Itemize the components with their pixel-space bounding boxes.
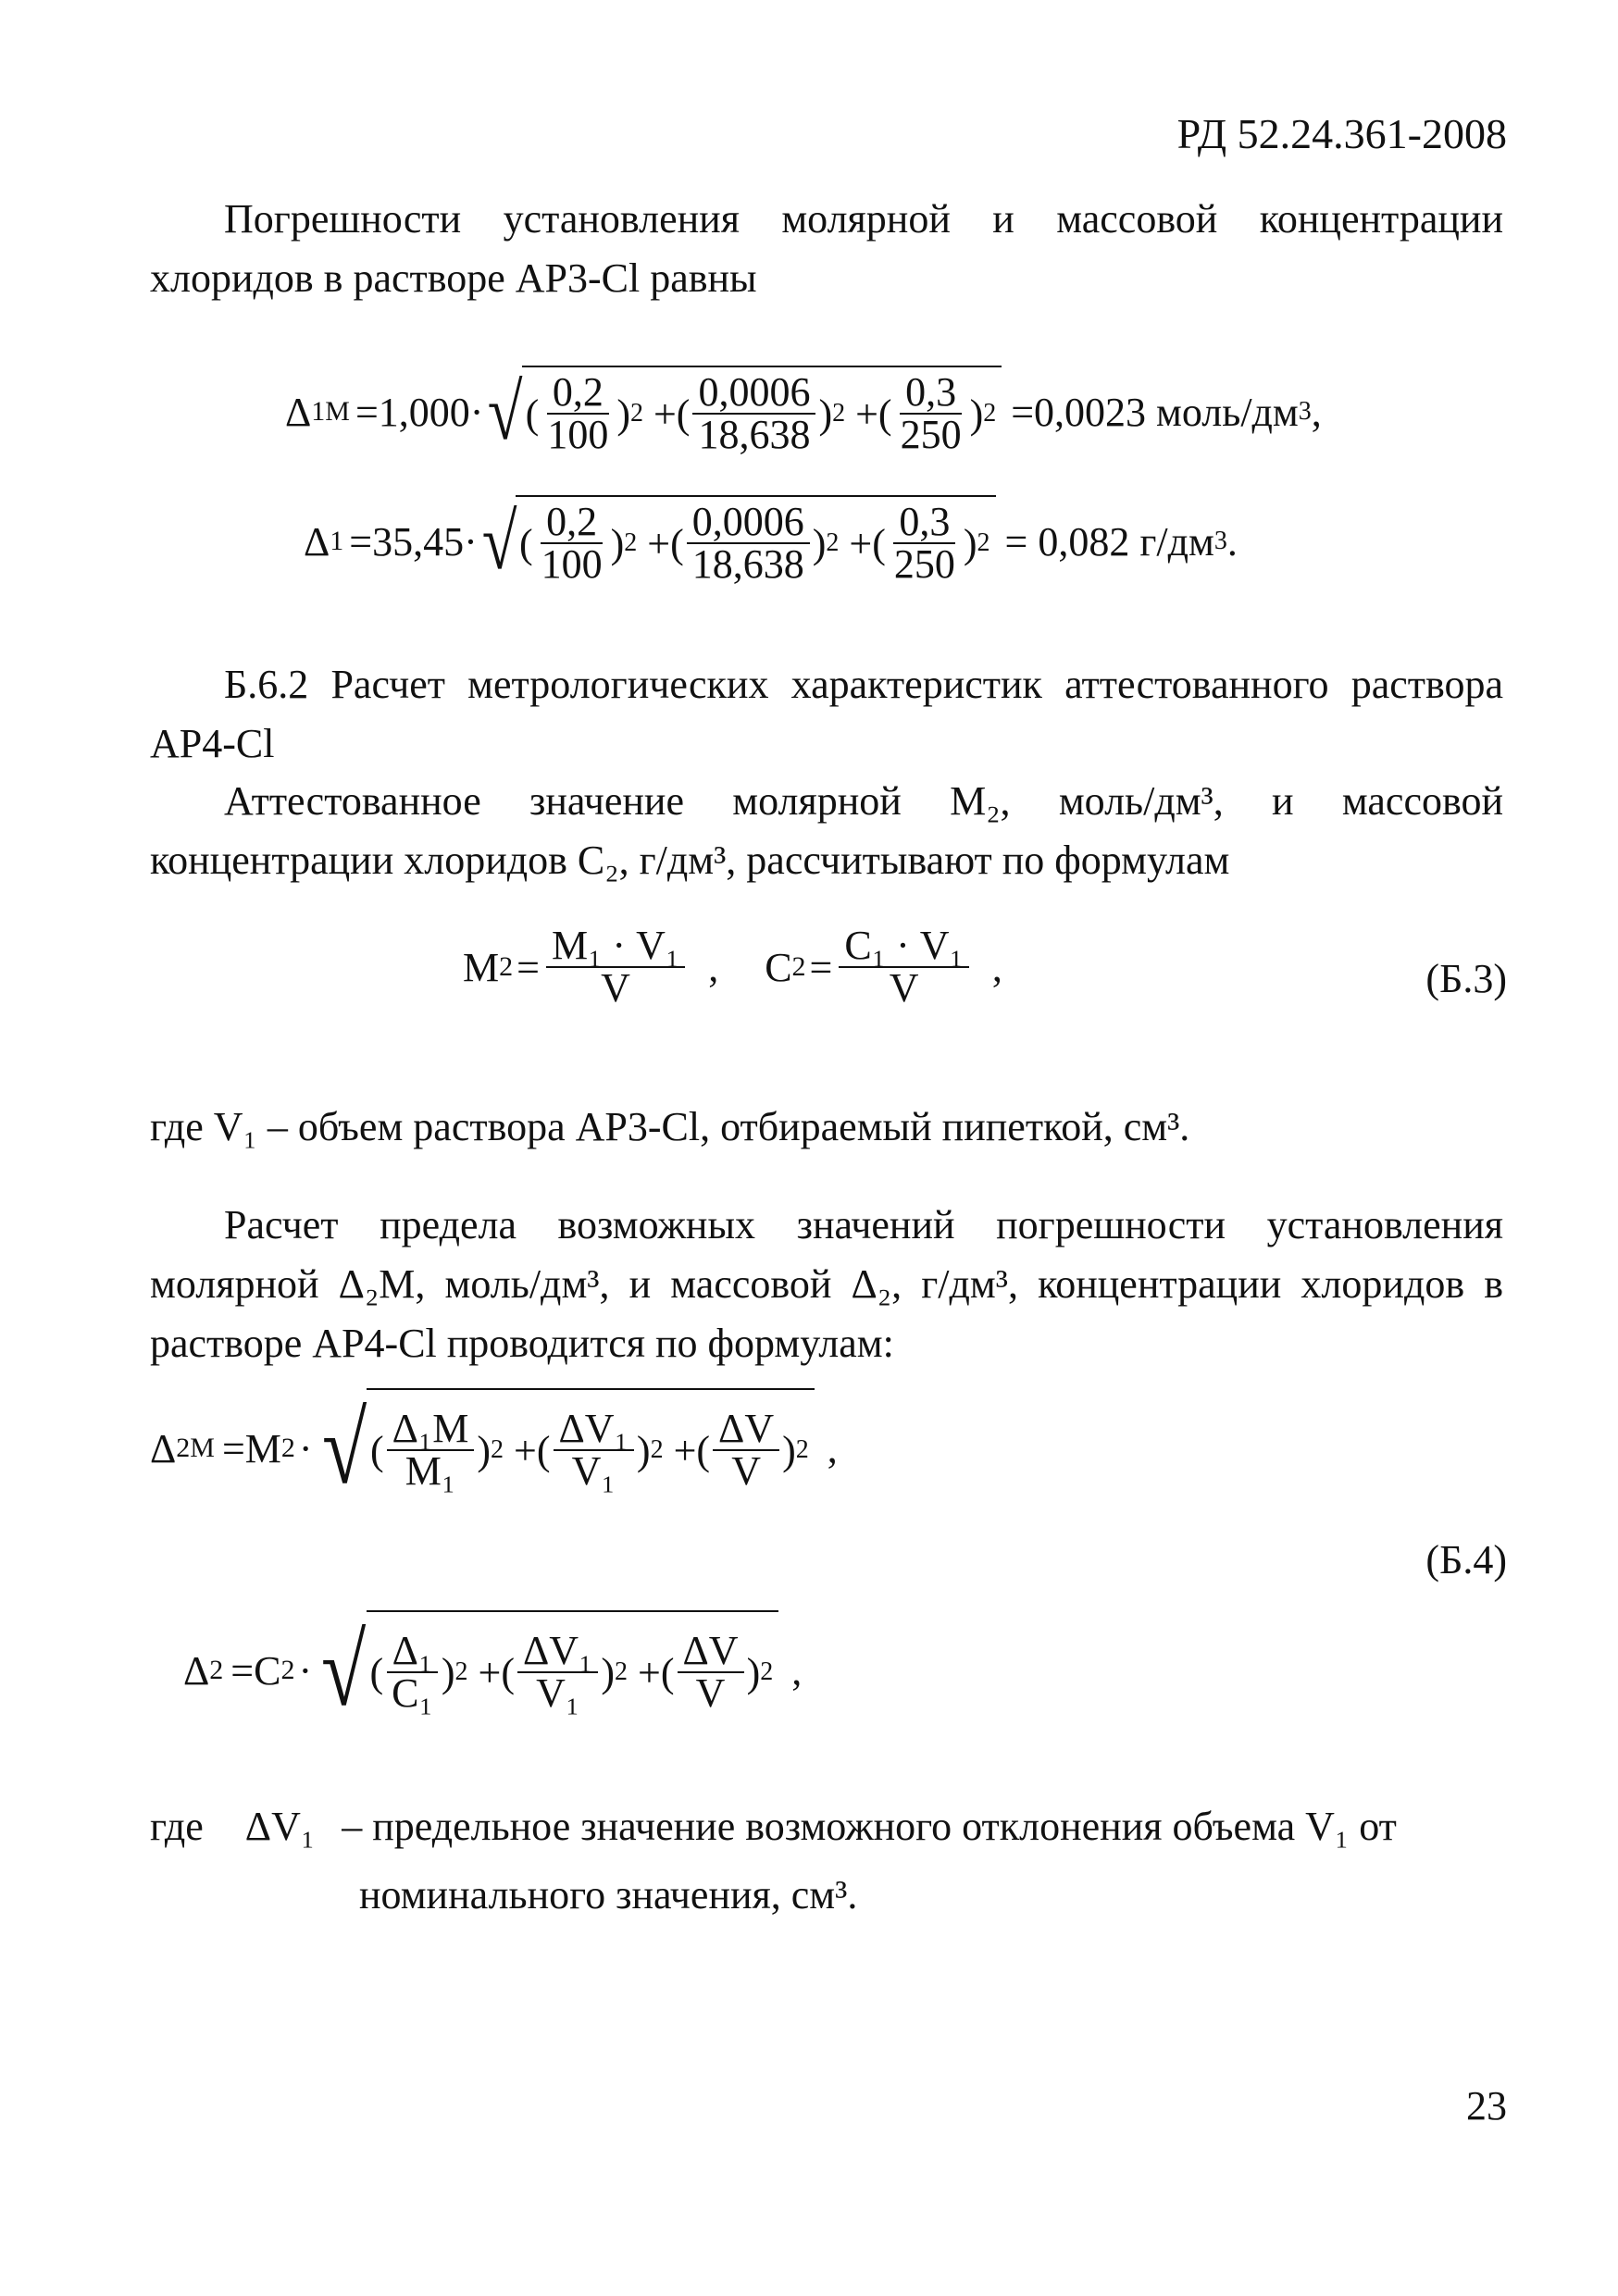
fraction-m2 [546,925,685,1009]
section-heading-b62: Б.6.2 Расчет метрологических характеристик аттестованного раствора АР4-Cl [150,662,1503,766]
fraction-1 [541,369,614,457]
square-root [316,1610,778,1731]
equation-number-b4: (Б.4) [1425,1537,1507,1582]
radicand: ( $\frac{0,2}{100}$ ) 2 +( $\frac{0,0006}{18,638}$ ) 2 +( $\frac{0,3}{250}$ ) 2 [516,495,996,588]
delta-symbol: Δ [150,1425,177,1471]
equals-sign: = [809,944,833,990]
denominator: V [601,965,630,1011]
numerator: 0,0006 [692,372,815,415]
punctuation: , [791,1647,803,1694]
denominator: 18,638 [691,541,804,587]
result-value: =0,0023 моль/дм [1011,389,1299,435]
delta-symbol: Δ [304,518,330,565]
fraction-3 [678,1628,744,1716]
denominator: 100 [547,412,609,457]
equals-sign: = [517,944,540,990]
radical-sign: √ [488,367,523,456]
punctuation: , [827,1425,838,1471]
numerator: М₁ · V₁ [546,925,685,968]
fraction-2 [687,499,810,587]
fraction-2 [692,369,815,457]
denominator: С₁ [392,1670,433,1716]
formula-delta-2: Δ 2 =С 2 · √ ( $\frac{\text{Δ₁}}{\text{С₁}}$ ) 2 +( $\frac{\text{ΔV₁}}{\text{V₁}}$ ) 2 +( $\frac{\Delta V}{V}$ ) 2 , [183,1610,802,1731]
coefficient: =35,45· [349,518,478,565]
where-delta-v1-continuation: номинального значения, см³. [359,1872,858,1917]
numerator: ΔV₁ [554,1409,634,1451]
where-label: где [150,1804,204,1849]
denominator: 250 [900,412,962,457]
numerator: 0,3 [893,502,955,544]
paragraph-attested-value: Аттестованное значение молярной М₂, моль/дм³, и массовой концентрации хлоридов С₂, г/дм³, рассчитывают по формулам [150,778,1503,883]
denominator: М₁ [404,1448,456,1494]
numerator: 0,0006 [687,502,810,544]
numerator: Δ₁М [387,1409,475,1451]
c2-symbol: С [765,944,792,990]
fraction-1 [387,1406,475,1494]
multiply-dot: · [298,1425,313,1471]
multiply-dot: · [298,1647,313,1694]
denominator: V [731,1448,761,1494]
square-root [483,366,1002,458]
radical-sign: √ [321,1392,367,1505]
fraction-c2 [839,925,968,1009]
numerator: ΔV [678,1631,744,1673]
numerator: 0,2 [547,372,609,415]
separator: , [708,944,719,990]
equals-m: =М [221,1425,281,1471]
denominator: V [695,1670,726,1716]
denominator: 18,638 [698,412,811,457]
numerator: 0,2 [541,502,603,544]
numerator: 0,3 [900,372,962,415]
equals-c: =С [230,1647,281,1694]
fraction-2 [517,1628,598,1716]
equation-b3: М 2 = $\frac{\text{М₁ · V₁}}{V}$ , С 2 = $\frac{\text{С₁ · V₁}}{V}$ , [463,923,1002,1011]
numerator: Δ₁ [387,1631,439,1673]
denominator: V [889,965,919,1011]
definition-text: – предельное значение возможного отклонения объема V₁ от [342,1804,1397,1849]
delta-symbol: Δ [285,389,312,435]
fraction-1 [386,1628,439,1716]
formula-delta-1: Δ 1 =35,45· √ ( $\frac{0,2}{100}$ ) 2 +( $\frac{0,0006}{18,638}$ ) 2 +( $\frac{0,3}{250}$ ) 2 = 0,082 г/дм 3 . [304,497,1238,587]
fraction-1 [536,499,608,587]
formula-delta-1m: Δ 1М =1,000· √ ( $\frac{0,2}{100}$ ) 2 +( $\frac{0,0006}{18,638}$ ) 2 +( $\frac{0,3}{250}$ ) 2 =0,0023 моль/дм 3 , [285,367,1322,457]
square-root [478,495,996,588]
where-delta-v1-definition [150,1803,1397,1850]
radical-sign: √ [321,1614,367,1727]
delta-v1-symbol: ΔV₁ [244,1804,316,1849]
denominator: V₁ [536,1670,580,1716]
coefficient: =1,000· [355,389,484,435]
m2-symbol: М [463,944,500,990]
punctuation: , [1311,389,1322,435]
document-code-header: РД 52.24.361-2008 [1176,110,1507,157]
fraction-3 [713,1406,779,1494]
numerator: ΔV [713,1409,779,1451]
numerator: ΔV₁ [517,1631,598,1673]
square-root [317,1388,815,1508]
intro-paragraph: Погрешности установления молярной и массовой концентрации хлоридов в растворе АР3-Cl равны [150,196,1503,301]
radicand: ( $\frac{\text{Δ₁М}}{\text{М₁}}$ ) 2 +( $\frac{\text{ΔV₁}}{\text{V₁}}$ ) 2 +( $\frac{\Delta V}{V}$ ) 2 [367,1388,815,1508]
fraction-3 [895,369,967,457]
fraction-2 [554,1406,634,1494]
numerator: С₁ · V₁ [839,925,968,968]
fraction-3 [889,499,961,587]
punctuation: . [1226,518,1238,565]
denominator: 250 [893,541,955,587]
punctuation: , [991,944,1002,990]
equation-number-b3: (Б.3) [1425,956,1507,1001]
paragraph-error-limits: Расчет предела возможных значений погрешности установления молярной Δ₂М, моль/дм³, и массовой Δ₂, г/дм³, концентрации хлоридов в растворе АР4-Cl проводится по формулам: [150,1202,1503,1366]
page-number: 23 [1466,2083,1507,2128]
denominator: 100 [541,541,603,587]
denominator: V₁ [571,1448,616,1494]
formula-delta-2m: Δ 2М =М 2 · √ ( $\frac{\text{Δ₁М}}{\text{М₁}}$ ) 2 +( $\frac{\text{ΔV₁}}{\text{V₁}}$ ) 2 +( $\frac{\Delta V}{V}$ ) 2 , [150,1388,838,1508]
delta-symbol: Δ [183,1647,210,1694]
radicand: ( $\frac{\text{Δ₁}}{\text{С₁}}$ ) 2 +( $\frac{\text{ΔV₁}}{\text{V₁}}$ ) 2 +( $\frac{\Delta V}{V}$ ) 2 [367,1610,779,1731]
radical-sign: √ [481,497,517,586]
where-v1-definition: где V₁ – объем раствора АР3-Cl, отбираемый пипеткой, см³. [150,1104,1190,1149]
radicand: ( $\frac{0,2}{100}$ ) 2 +( $\frac{0,0006}{18,638}$ ) 2 +( $\frac{0,3}{250}$ ) 2 [522,366,1002,458]
result-value: = 0,082 г/дм [1004,518,1214,565]
